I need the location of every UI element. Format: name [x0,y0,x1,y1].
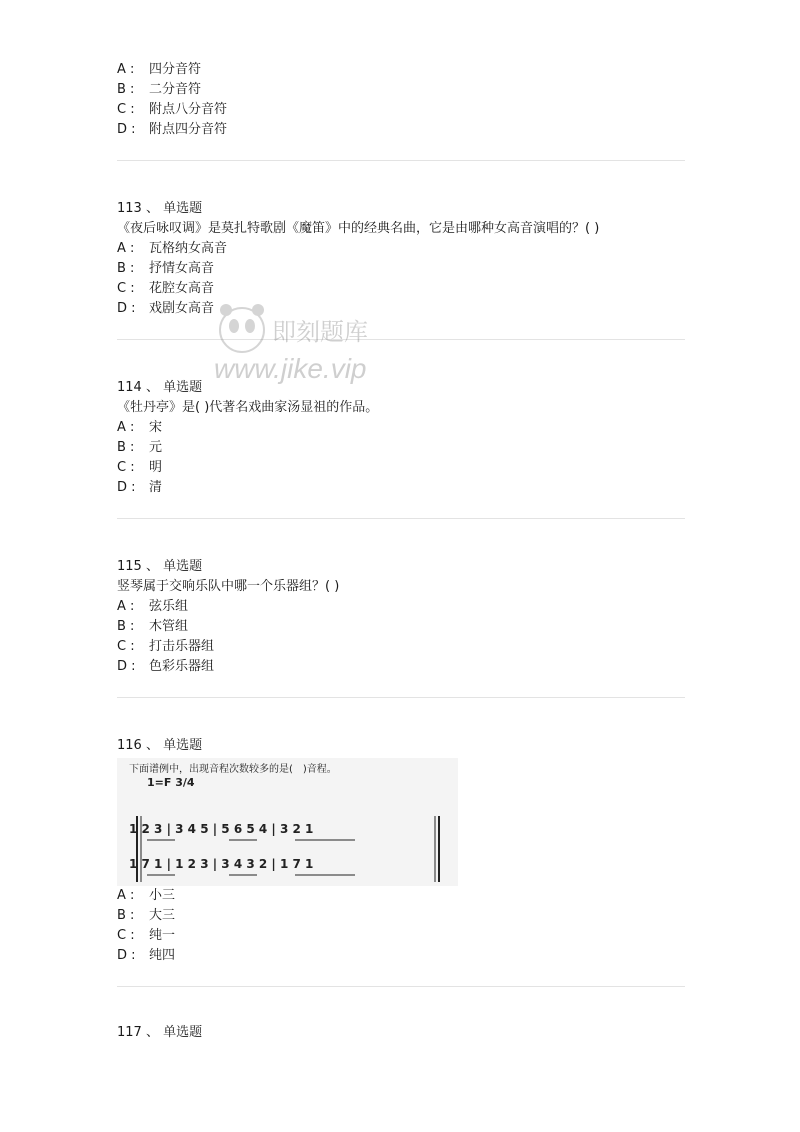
option-a[interactable] [117,886,685,906]
option-letter: D : [117,122,136,137]
question-header: 115 、 单选题 [117,559,203,574]
option-text: 附点八分音符 [149,102,228,117]
option-letter: D : [117,480,136,495]
option-letter: C : [117,281,135,296]
option-letter: C : [117,928,135,943]
option-letter: B : [117,908,135,923]
question-header: 114 、 单选题 [117,380,203,395]
question-113 [117,199,685,319]
divider [117,986,685,987]
option-text: 纯四 [149,948,176,963]
score-row-1: 1 2 3 | 3 4 5 | 5 6 5 4 | 3 2 1 [129,822,314,836]
option-letter: A : [117,599,135,614]
option-d[interactable] [117,299,685,319]
option-b[interactable] [117,906,685,926]
divider [117,518,685,519]
option-letter: D : [117,659,136,674]
option-c[interactable] [117,637,685,657]
option-b[interactable] [117,259,685,279]
option-c[interactable] [117,100,685,120]
option-text: 弦乐组 [149,599,189,614]
score-caption: 下面谱例中，出现音程次数较多的是( )音程。 [129,764,337,775]
option-text: 瓦格纳女高音 [149,241,228,256]
option-letter: B : [117,440,135,455]
divider [117,697,685,698]
option-text: 戏剧女高音 [149,301,215,316]
option-c[interactable] [117,926,685,946]
music-score-image [117,758,458,886]
option-text: 木管组 [149,619,189,634]
option-letter: C : [117,460,135,475]
option-letter: B : [117,261,135,276]
option-text: 宋 [149,420,163,435]
option-letter: A : [117,241,135,256]
option-letter: C : [117,639,135,654]
question-115 [117,557,685,677]
question-header: 116 、 单选题 [117,738,203,753]
option-letter: B : [117,619,135,634]
option-text: 纯一 [149,928,176,943]
option-text: 小三 [149,888,176,903]
question-text: 《夜后咏叹调》是莫扎特歌剧《魔笛》中的经典名曲，它是由哪种女高音演唱的？( ) [117,221,600,236]
option-text: 附点四分音符 [149,122,228,137]
option-letter: C : [117,102,135,117]
question-text: 《牡丹亭》是( )代著名戏曲家汤显祖的作品。 [117,400,379,415]
option-c[interactable] [117,279,685,299]
question-header: 117 、 单选题 [117,1025,203,1040]
option-letter: B : [117,82,135,97]
option-d[interactable] [117,657,685,677]
option-text: 打击乐器组 [149,639,215,654]
question-header: 113 、 单选题 [117,201,203,216]
question-116 [117,736,685,966]
divider [117,160,685,161]
option-text: 花腔女高音 [149,281,215,296]
watermark-url: www.jike.vip [214,353,367,384]
option-a[interactable] [117,597,685,617]
score-row-2: 1 7 1 | 1 2 3 | 3 4 3 2 | 1 7 1 [129,857,314,871]
option-text: 色彩乐器组 [149,659,215,674]
option-letter: A : [117,62,135,77]
option-letter: A : [117,420,135,435]
option-text: 清 [149,480,163,495]
option-b[interactable] [117,80,685,100]
question-text: 竖琴属于交响乐队中哪一个乐器组？( ) [117,579,340,594]
question-114 [117,378,685,498]
option-a[interactable] [117,418,685,438]
option-b[interactable] [117,438,685,458]
option-d[interactable] [117,946,685,966]
watermark-brand: 即刻题库 [272,319,368,346]
option-text: 二分音符 [149,82,202,97]
option-c[interactable] [117,458,685,478]
option-d[interactable] [117,120,685,140]
option-letter: D : [117,301,136,316]
option-text: 抒情女高音 [149,261,215,276]
option-letter: D : [117,948,136,963]
option-text: 四分音符 [149,62,202,77]
option-letter: A : [117,888,135,903]
question-117 [117,1023,685,1043]
option-text: 元 [149,440,163,455]
option-a[interactable] [117,60,685,80]
question-112-options [117,60,685,140]
option-text: 大三 [149,908,176,923]
option-d[interactable] [117,478,685,498]
option-text: 明 [149,460,163,475]
option-a[interactable] [117,239,685,259]
score-key-signature: 1=F 3/4 [147,776,195,789]
divider [117,339,685,340]
question-list [117,60,685,1043]
option-b[interactable] [117,617,685,637]
